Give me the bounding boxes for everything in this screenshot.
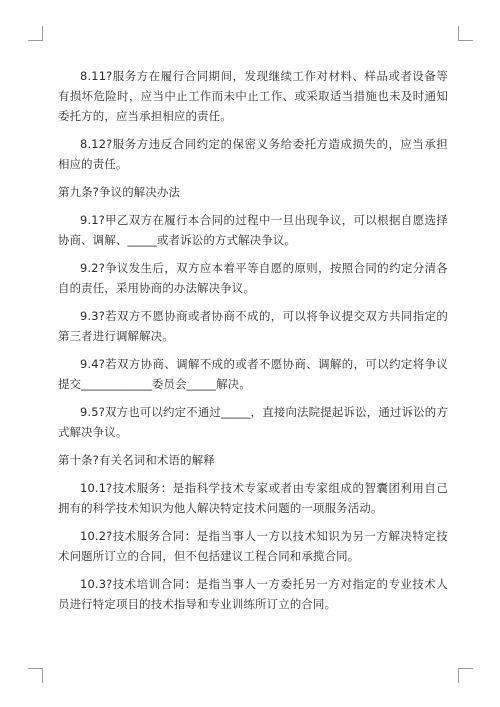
article-9-heading: 第九条?争议的解决办法: [58, 185, 181, 199]
crop-mark-top-right: [458, 26, 473, 41]
clause-9-2: 9.2?争议发生后，双方应本着平等自愿的原则，按照合同的约定分清各自的责任，采用协商的办法解决争议。: [58, 261, 448, 295]
clause-10-3: 10.3?技术培训合同：是指当事人一方委托另一方对指定的专业技术人员进行特定项目的技术指导和专业训练所订立的合同。: [58, 577, 448, 611]
clause-9-3: 9.3?若双方不愿协商或者协商不成的，可以将争议提交双方共同指定的第三者进行调解解决。: [58, 309, 448, 343]
crop-mark-top-left: [28, 26, 43, 41]
document-body: [58, 66, 448, 622]
clause-9-5: 9.5?双方也可以约定不通过_____，直接向法院提起诉讼，通过诉讼的方式解决争议。: [58, 405, 448, 439]
clause-10-1: 10.1?技术服务：是指科学技术专家或者由专家组成的智囊团利用自己拥有的科学技术知识为他人解决特定技术问题的一项服务活动。: [58, 481, 448, 515]
article-10-heading: 第十条?有关名词和术语的解释: [58, 453, 215, 467]
crop-mark-bottom-right: [458, 668, 473, 683]
crop-mark-bottom-left: [28, 668, 43, 683]
clause-9-1: 9.1?甲乙双方在履行本合同的过程中一旦出现争议，可以根据自愿选择协商、调解、_____或者诉讼的方式解决争议。: [58, 213, 448, 247]
clause-8-12: 8.12?服务方违反合同约定的保密义务给委托方造成损失的，应当承担相应的责任。: [58, 137, 448, 171]
clause-10-2: 10.2?技术服务合同：是指当事人一方以技术知识为另一方解决特定技术问题所订立的合同，但不包括建议工程合同和承揽合同。: [58, 529, 448, 563]
clause-9-4: 9.4?若双方协商、调解不成的或者不愿协商、调解的，可以约定将争议提交____________委员会_____解决。: [58, 357, 448, 391]
clause-8-11: 8.11?服务方在履行合同期间，发现继续工作对材料、样品或者设备等有损坏危险时，应当中止工作而未中止工作、或采取适当措施也未及时通知委托方的，应当承担相应的责任。: [58, 69, 448, 123]
